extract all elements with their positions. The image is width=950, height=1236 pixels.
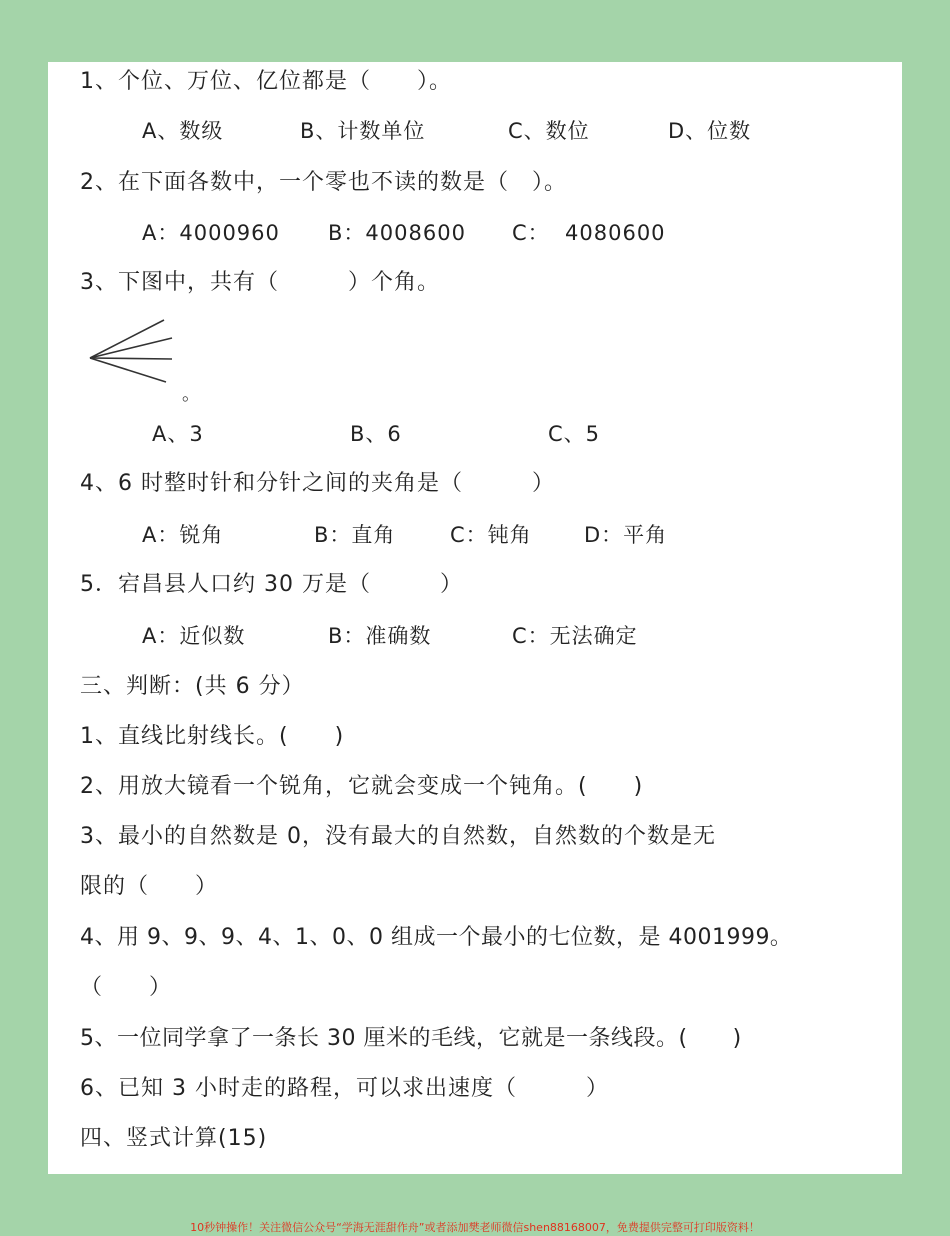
question-5-option-a: A：近似数 bbox=[142, 624, 246, 648]
judge-item-4: 4、用 9、9、9、4、1、0、0 组成一个最小的七位数，是 4001999。 bbox=[80, 925, 793, 950]
question-2-stem: 2、在下面各数中，一个零也不读的数是（ ）。 bbox=[80, 170, 567, 195]
question-4-option-d: D：平角 bbox=[584, 523, 668, 547]
question-2-option-b: B：4008600 bbox=[328, 221, 466, 245]
question-4-option-b: B：直角 bbox=[314, 523, 396, 547]
judge-item-5: 5、一位同学拿了一条长 30 厘米的毛线，它就是一条线段。( ) bbox=[80, 1026, 742, 1051]
question-3-stem: 3、下图中，共有（ ）个角。 bbox=[80, 270, 440, 295]
question-1-stem: 1、个位、万位、亿位都是（ ）。 bbox=[80, 69, 452, 94]
question-4-option-c: C：钝角 bbox=[450, 523, 532, 547]
question-5-stem: 5．宕昌县人口约 30 万是（ ） bbox=[80, 572, 463, 597]
judge-item-3-cont: 限的（ ） bbox=[80, 874, 219, 899]
question-1-option-d: D、位数 bbox=[668, 119, 752, 143]
question-4-option-a: A：锐角 bbox=[142, 523, 224, 547]
footer-promo-text: 10秒钟操作！关注微信公众号“学海无涯甜作舟”或者添加樊老师微信shen88168007，免费提供完整可打印版资料！ bbox=[190, 1221, 760, 1234]
question-3-figure-note: 。 bbox=[182, 384, 201, 405]
angle-rays-figure bbox=[86, 314, 186, 394]
question-1-option-c: C、数位 bbox=[508, 119, 590, 143]
question-2-option-a: A：4000960 bbox=[142, 221, 280, 245]
question-2-option-c: C： 4080600 bbox=[512, 221, 666, 245]
judge-item-2: 2、用放大镜看一个锐角，它就会变成一个钝角。( ) bbox=[80, 774, 644, 799]
judge-item-3: 3、最小的自然数是 0，没有最大的自然数，自然数的个数是无 bbox=[80, 824, 716, 849]
question-5-option-c: C：无法确定 bbox=[512, 624, 638, 648]
judge-item-6: 6、已知 3 小时走的路程，可以求出速度（ ） bbox=[80, 1076, 609, 1101]
judge-item-4-cont: （ ） bbox=[80, 975, 173, 1000]
worksheet-page bbox=[48, 62, 902, 1174]
question-4-stem: 4、6 时整时针和分针之间的夹角是（ ） bbox=[80, 471, 555, 496]
question-1-option-b: B、计数单位 bbox=[300, 119, 426, 143]
section-judge-title: 三、判断：(共 6 分） bbox=[80, 674, 305, 699]
section-calc-title: 四、竖式计算(15) bbox=[80, 1126, 268, 1151]
question-3-option-a: A、3 bbox=[152, 422, 204, 446]
question-3-option-b: B、6 bbox=[350, 422, 402, 446]
question-3-option-c: C、5 bbox=[548, 422, 601, 446]
judge-item-1: 1、直线比射线长。( ) bbox=[80, 724, 345, 749]
question-5-option-b: B：准确数 bbox=[328, 624, 432, 648]
question-1-option-a: A、数级 bbox=[142, 119, 224, 143]
